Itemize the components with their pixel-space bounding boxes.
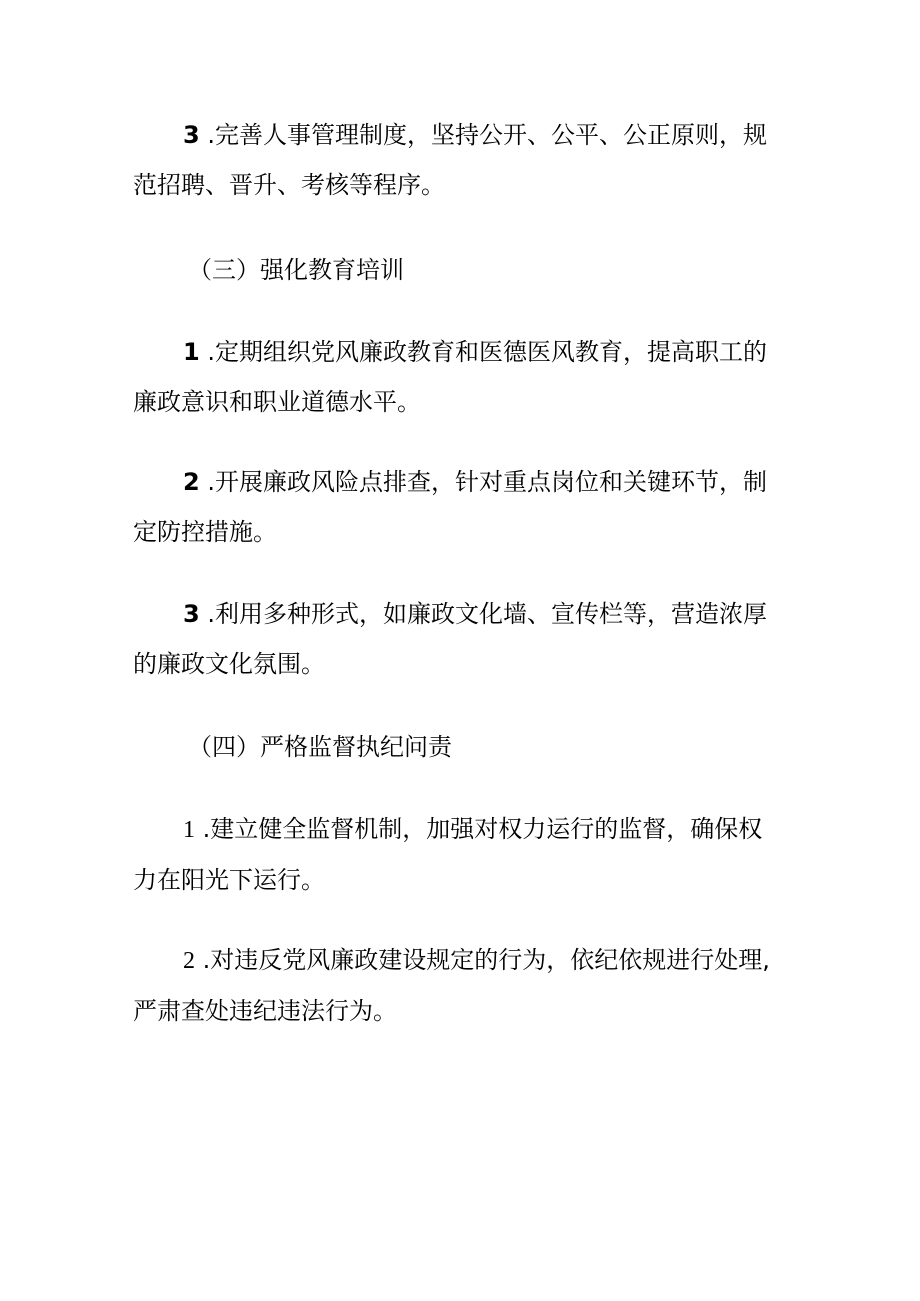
paragraph-text: .完善人事管理制度，坚持公开、公平、公正原则，规 <box>199 121 767 149</box>
item-number: 3 <box>183 600 200 628</box>
paragraph-line-2: 定防控措施。 <box>133 518 277 546</box>
paragraph-violation-handling <box>133 935 793 1036</box>
paragraph-line-2: 力在阳光下运行。 <box>133 866 325 894</box>
paragraph-line-2: 廉政意识和职业道德水平。 <box>133 388 421 416</box>
item-number: 3 <box>183 121 200 149</box>
paragraph-text: .定期组织党风廉政教育和医德医风教育，提高职工的 <box>199 338 767 366</box>
paragraph-hr-system <box>133 110 793 210</box>
item-number: 2 <box>183 468 200 496</box>
paragraph-line-1 <box>133 935 793 986</box>
item-number: 2 <box>183 948 195 974</box>
paragraph-text: .建立健全监督机制，加强对权力运行的监督，确保权 <box>195 815 763 843</box>
item-number: 1 <box>183 817 195 843</box>
paragraph-text: .开展廉政风险点排查，针对重点岗位和关键环节，制 <box>199 468 767 496</box>
paragraph-line-2: 严肃查处违纪违法行为。 <box>133 997 397 1025</box>
paragraph-line-2: 范招聘、晋升、考核等程序。 <box>133 171 445 199</box>
section-heading-supervision: （四）严格监督执纪问责 <box>188 733 452 761</box>
paragraph-culture <box>133 589 793 689</box>
paragraph-line-2: 的廉政文化氛围。 <box>133 650 325 678</box>
paragraph-text: .利用多种形式，如廉政文化墙、宣传栏等，营造浓厚 <box>199 600 767 628</box>
section-heading-education: （三）强化教育培训 <box>188 256 404 284</box>
item-number: 1 <box>183 338 200 366</box>
paragraph-supervision-mechanism <box>133 804 793 905</box>
paragraph-education-regular <box>133 327 793 427</box>
paragraph-line-1 <box>133 327 793 377</box>
paragraph-risk-check <box>133 457 793 557</box>
paragraph-line-1 <box>133 589 793 639</box>
paragraph-line-1 <box>133 110 793 160</box>
paragraph-text: .对违反党风廉政建设规定的行为，依纪依规进行处理, <box>195 946 770 974</box>
paragraph-line-1 <box>133 804 793 855</box>
paragraph-line-1 <box>133 457 793 507</box>
